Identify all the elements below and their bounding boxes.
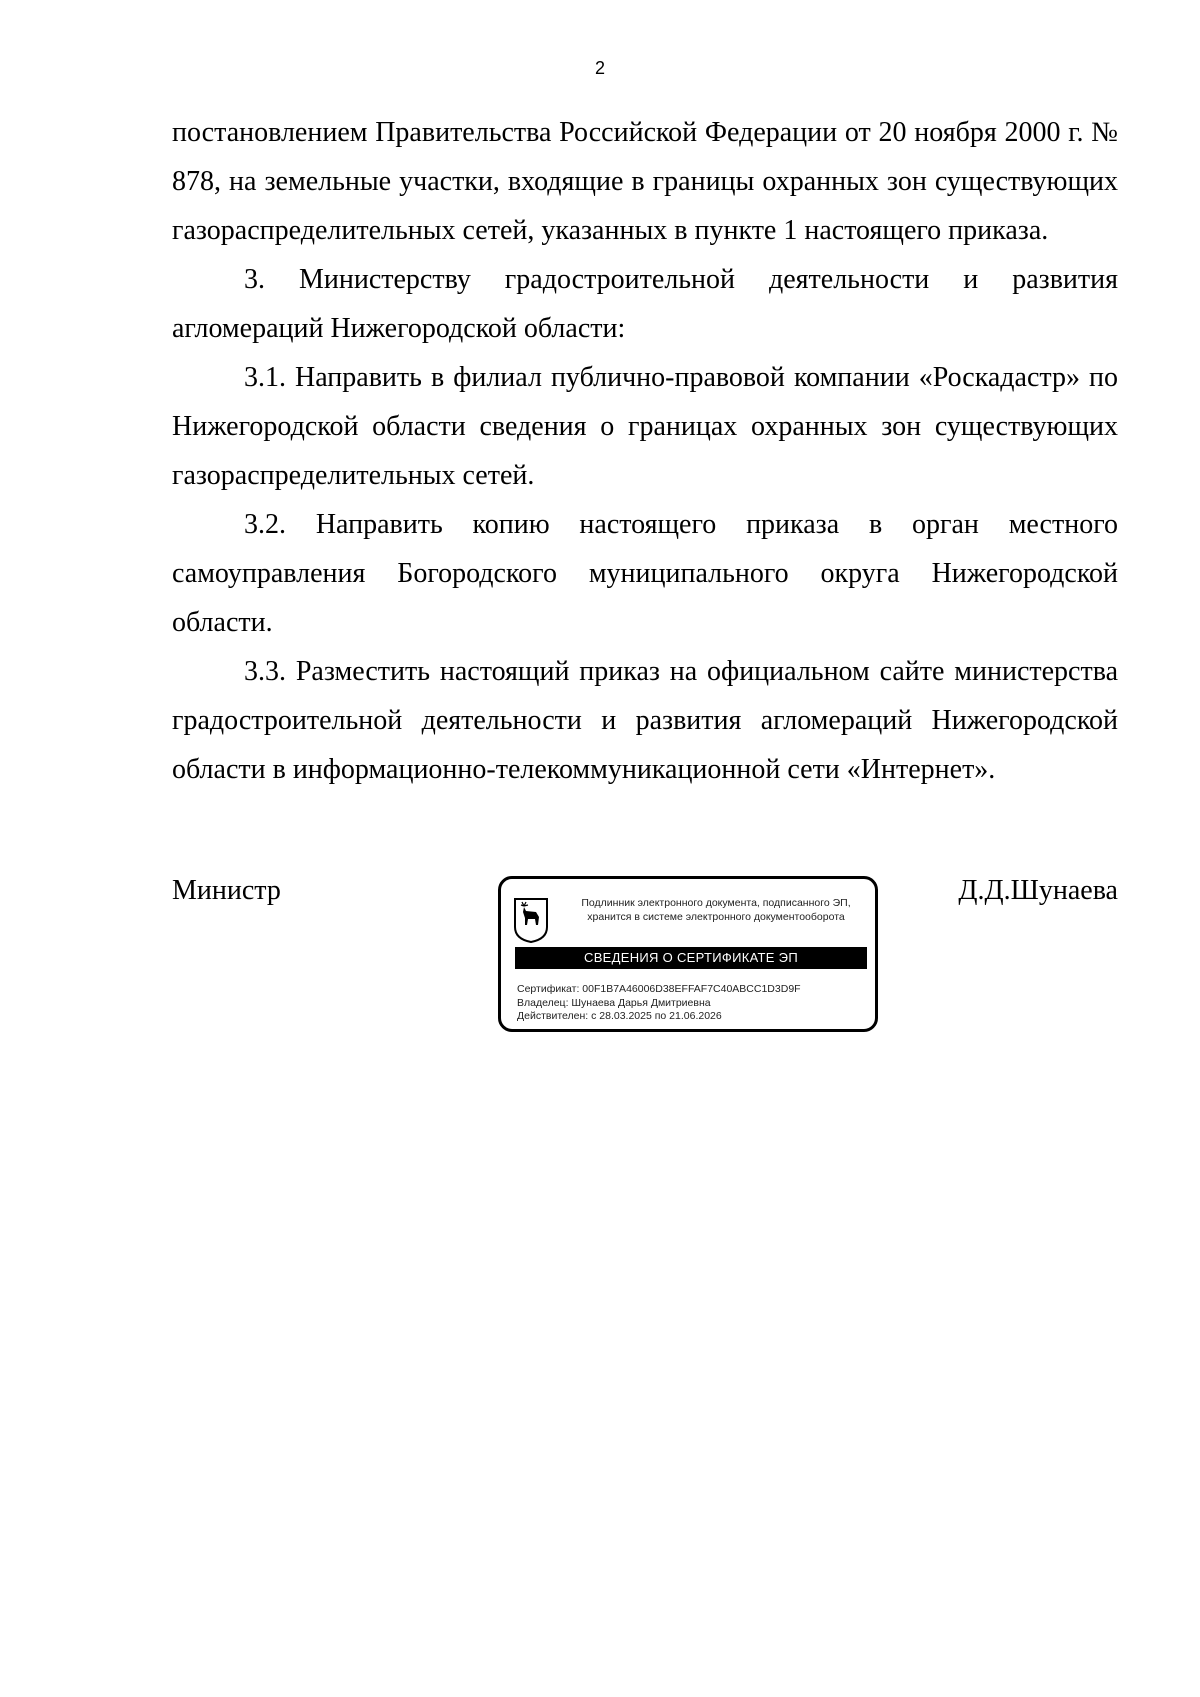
paragraph-continuation: постановлением Правительства Российской Федерации от 20 ноября 2000 г. № 878, на земельные участки, входящие в границы охранных зон существующих газораспределительных сетей, указанных в пункте 1 настоящего приказа. bbox=[172, 117, 1118, 246]
certificate-owner: Владелец: Шунаева Дарья Дмитриевна bbox=[517, 996, 711, 1009]
stamp-header bbox=[561, 896, 871, 924]
paragraph-item-3-1: 3.1. Направить в филиал публично-правовой компании «Роскадастр» по Нижегородской области сведения о границах охранных зон существующих газораспределительных сетей. bbox=[172, 362, 1118, 491]
stamp-header-line: Подлинник электронного документа, подписанного ЭП, bbox=[581, 897, 851, 909]
certificate-validity: Действителен: с 28.03.2025 по 21.06.2026 bbox=[517, 1010, 722, 1022]
paragraph-item-3: 3. Министерству градостроительной деятельности и развития агломераций Нижегородской области: bbox=[172, 264, 1118, 344]
document-body bbox=[172, 108, 1118, 794]
certificate-number: Сертификат: 00F1B7A46006D38EFFAF7C40ABCC1D3D9F bbox=[517, 983, 801, 995]
stamp-title: СВЕДЕНИЯ О СЕРТИФИКАТЕ ЭП bbox=[515, 947, 867, 969]
electronic-signature-stamp bbox=[498, 876, 878, 1032]
signatory-role: Министр bbox=[172, 875, 281, 906]
certificate-details bbox=[517, 983, 801, 1024]
signatory-name: Д.Д.Шунаева bbox=[958, 875, 1118, 906]
deer-emblem-icon bbox=[513, 897, 549, 943]
page-number: 2 bbox=[594, 58, 605, 78]
paragraph-item-3-2: 3.2. Направить копию настоящего приказа в орган местного самоуправления Богородского муниципального округа Нижегородской области. bbox=[172, 509, 1118, 638]
paragraph-item-3-3: 3.3. Разместить настоящий приказ на официальном сайте министерства градостроительной деятельности и развития агломераций Нижегородской области в информационно-телекоммуникационной сети «Интернет». bbox=[172, 656, 1118, 785]
stamp-header-line: хранится в системе электронного документооборота bbox=[587, 911, 845, 923]
